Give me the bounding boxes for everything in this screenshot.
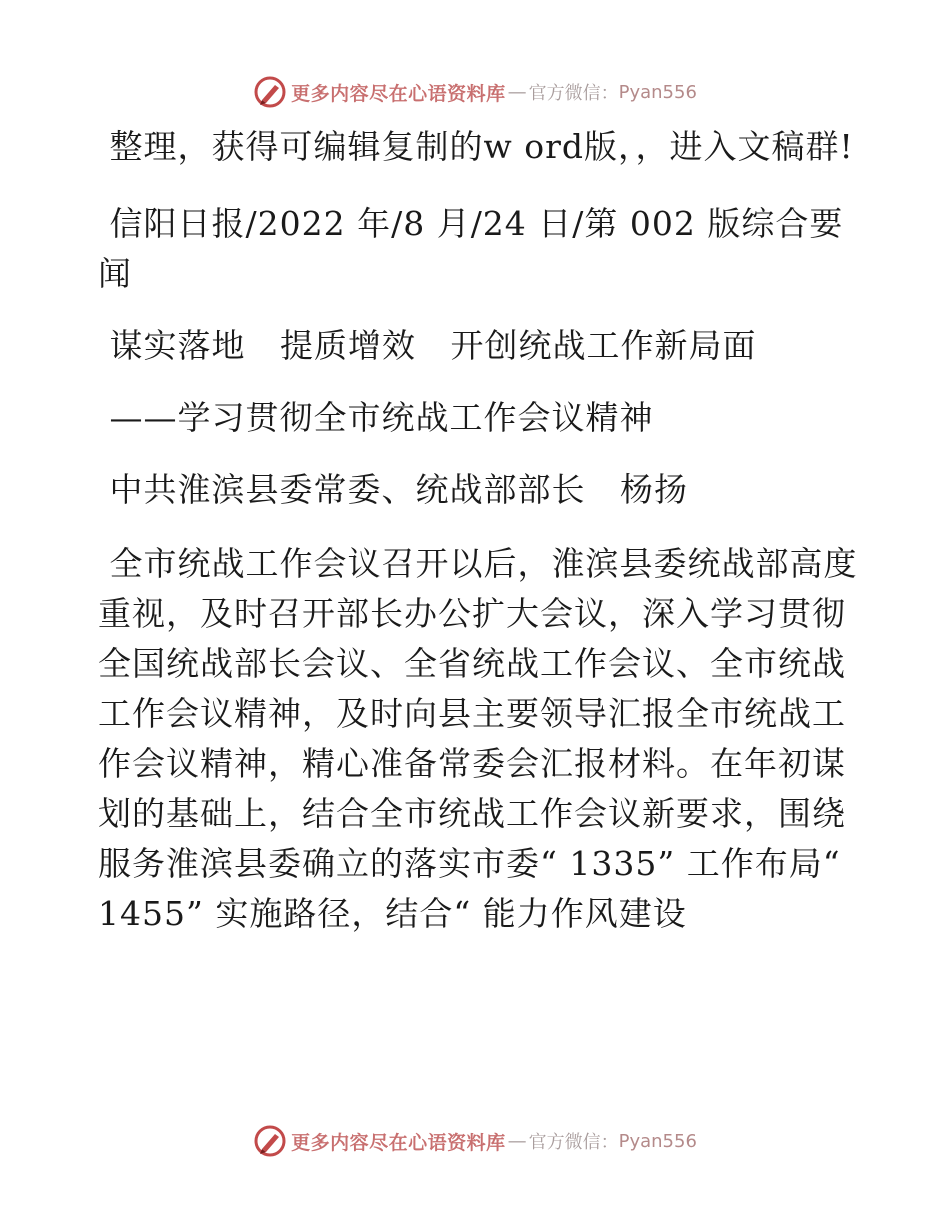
- wechat-id: Pyan556: [618, 81, 697, 103]
- watermark-text: 更多内容尽在心语资料库: [291, 1131, 506, 1154]
- intro-paragraph: 整理，获得可编辑复制的w ord版，，进入文稿群!: [98, 127, 854, 166]
- article-subtitle: ——学习贯彻全市统战工作会议精神: [98, 398, 654, 437]
- watermark-separator: —: [507, 1130, 527, 1152]
- watermark-text: 更多内容尽在心语资料库: [291, 82, 506, 105]
- red-pen-circle-logo-icon: [253, 75, 287, 109]
- wechat-id: Pyan556: [618, 1130, 697, 1152]
- source-line: 信阳日报/2022 年/8 月/24 日/第 002 版综合要闻: [98, 204, 844, 293]
- body-paragraph: 全市统战工作会议召开以后，淮滨县委统战部高度重视，及时召开部长办公扩大会议，深入学习贯彻全国统战部长会议、全省统战工作会议、全市统战工作会议精神，及时向县主要领导汇报全市统战工作会议精神，精心准备常委会汇报材料。在年初谋划的基础上，结合全市统战工作会议新要求，围绕服务淮滨县委确立的落实市委“ 1335” 工作布局“ 1455” 实施路径，结合“ 能力作风建设: [98, 544, 858, 933]
- article-title: 谋实落地 提质增效 开创统战工作新局面: [98, 326, 757, 365]
- footer-watermark-banner: [0, 1121, 950, 1161]
- red-pen-circle-logo-icon: [253, 1124, 287, 1158]
- wechat-label: 官方微信：: [528, 1132, 619, 1153]
- watermark-separator: —: [507, 81, 527, 103]
- wechat-label: 官方微信：: [528, 83, 619, 104]
- header-watermark-banner: [0, 72, 950, 112]
- author-line: 中共淮滨县委常委、统战部部长 杨扬: [98, 470, 688, 509]
- document-body: [98, 122, 858, 939]
